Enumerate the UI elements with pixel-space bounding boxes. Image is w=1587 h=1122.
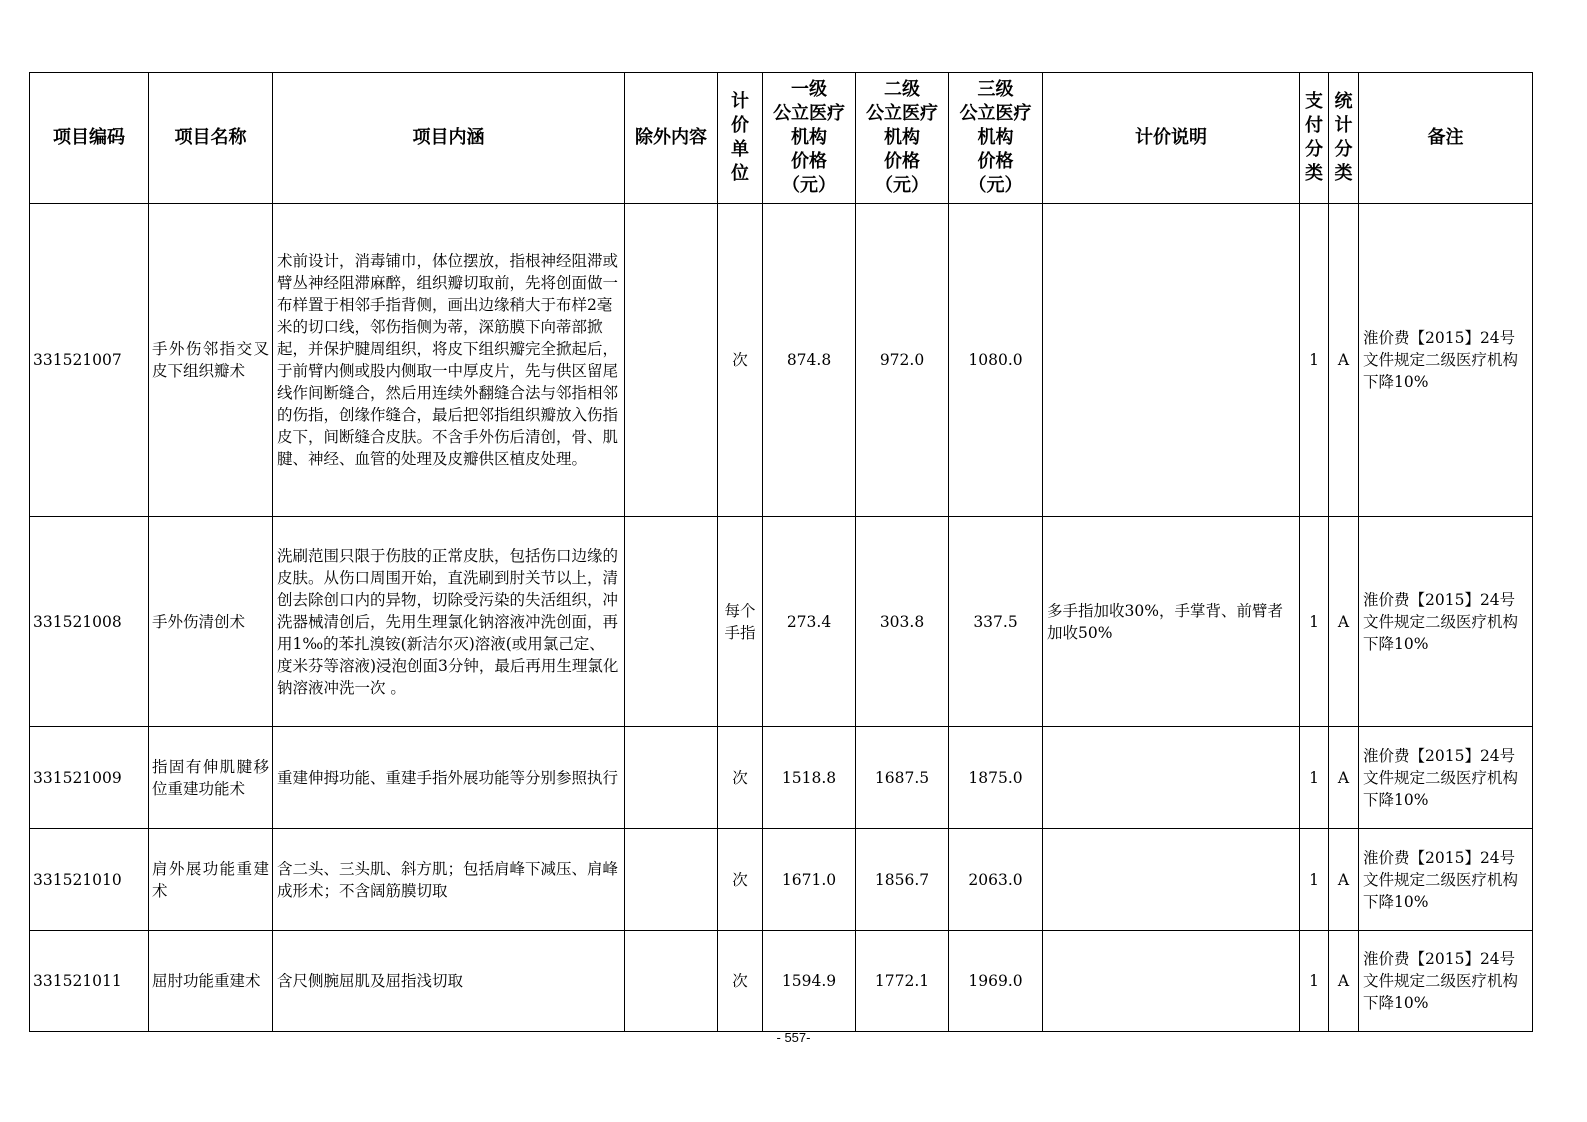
cell-price-level1: 1594.9	[763, 931, 856, 1032]
cell-code: 331521010	[30, 829, 149, 931]
header-row	[30, 73, 1533, 204]
cell-price-level3: 1875.0	[949, 727, 1043, 829]
cell-content: 含二头、三头肌、斜方肌；包括肩峰下减压、肩峰成形术；不含阔筋膜切取	[273, 829, 625, 931]
cell-price-level1: 1671.0	[763, 829, 856, 931]
cell-price-level1: 874.8	[763, 204, 856, 517]
cell-content: 洗刷范围只限于伤肢的正常皮肤，包括伤口边缘的皮肤。从伤口周围开始，直洗刷到肘关节以上，清创去除创口内的异物，切除受污染的失活组织，冲洗器械清创后，先用生理氯化钠溶液冲洗创面，再用1‰的苯扎溴铵(新洁尔灭)溶液(或用氯己定、度米芬等溶液)浸泡创面3分钟，最后再用生理氯化钠溶液冲洗一次 。	[273, 517, 625, 727]
page-number: - 557-	[776, 1030, 811, 1045]
cell-price-level2: 1687.5	[856, 727, 949, 829]
header-note: 备注	[1359, 73, 1533, 204]
header-content: 项目内涵	[273, 73, 625, 204]
table-row	[30, 517, 1533, 727]
cell-payment: 1	[1300, 727, 1329, 829]
cell-price-level1: 273.4	[763, 517, 856, 727]
cell-price-level2: 1772.1	[856, 931, 949, 1032]
table-row	[30, 204, 1533, 517]
cell-code: 331521011	[30, 931, 149, 1032]
cell-price-level3: 1969.0	[949, 931, 1043, 1032]
cell-statistic: A	[1329, 727, 1359, 829]
header-statistic: 统 计 分 类	[1329, 73, 1359, 204]
header-code: 项目编码	[30, 73, 149, 204]
header-level3-price: 三级 公立医疗 机构 价格 （元）	[949, 73, 1043, 204]
header-level2-price: 二级 公立医疗 机构 价格 （元）	[856, 73, 949, 204]
cell-description	[1043, 829, 1300, 931]
cell-exclusion	[625, 204, 718, 517]
cell-note: 淮价费【2015】24号文件规定二级医疗机构下降10%	[1359, 517, 1533, 727]
cell-price-level2: 303.8	[856, 517, 949, 727]
cell-unit: 次	[718, 204, 763, 517]
price-table	[29, 72, 1533, 1032]
cell-unit: 次	[718, 727, 763, 829]
cell-price-level2: 972.0	[856, 204, 949, 517]
cell-code: 331521009	[30, 727, 149, 829]
cell-payment: 1	[1300, 829, 1329, 931]
cell-price-level1: 1518.8	[763, 727, 856, 829]
cell-content: 术前设计，消毒铺巾，体位摆放，指根神经阻滞或臂丛神经阻滞麻醉，组织瓣切取前，先将创面做一布样置于相邻手指背侧，画出边缘稍大于布样2毫米的切口线，邻伤指侧为蒂，深筋膜下向蒂部掀起，并保护腱周组织，将皮下组织瓣完全掀起后，于前臂内侧或股内侧取一中厚皮片，先与供区留尾线作间断缝合，然后用连续外翻缝合法与邻指相邻的伤指，创缘作缝合，最后把邻指组织瓣放入伤指皮下，间断缝合皮肤。不含手外伤后清创，骨、肌腱、神经、血管的处理及皮瓣供区植皮处理。	[273, 204, 625, 517]
cell-unit: 次	[718, 829, 763, 931]
cell-statistic: A	[1329, 931, 1359, 1032]
cell-exclusion	[625, 829, 718, 931]
table-row	[30, 727, 1533, 829]
cell-statistic: A	[1329, 204, 1359, 517]
cell-content: 重建伸拇功能、重建手指外展功能等分别参照执行	[273, 727, 625, 829]
cell-price-level3: 2063.0	[949, 829, 1043, 931]
cell-payment: 1	[1300, 517, 1329, 727]
cell-exclusion	[625, 727, 718, 829]
cell-description	[1043, 931, 1300, 1032]
cell-statistic: A	[1329, 829, 1359, 931]
cell-content: 含尺侧腕屈肌及屈指浅切取	[273, 931, 625, 1032]
table-row	[30, 829, 1533, 931]
cell-code: 331521008	[30, 517, 149, 727]
cell-unit: 每个手指	[718, 517, 763, 727]
cell-description	[1043, 204, 1300, 517]
cell-code: 331521007	[30, 204, 149, 517]
cell-unit: 次	[718, 931, 763, 1032]
cell-exclusion	[625, 931, 718, 1032]
cell-name: 肩外展功能重建术	[149, 829, 273, 931]
cell-name: 屈肘功能重建术	[149, 931, 273, 1032]
cell-note: 淮价费【2015】24号文件规定二级医疗机构下降10%	[1359, 204, 1533, 517]
cell-name: 手外伤清创术	[149, 517, 273, 727]
cell-price-level3: 337.5	[949, 517, 1043, 727]
table-row	[30, 931, 1533, 1032]
cell-note: 淮价费【2015】24号文件规定二级医疗机构下降10%	[1359, 931, 1533, 1032]
cell-price-level2: 1856.7	[856, 829, 949, 931]
header-payment: 支 付 分 类	[1300, 73, 1329, 204]
cell-note: 淮价费【2015】24号文件规定二级医疗机构下降10%	[1359, 727, 1533, 829]
cell-payment: 1	[1300, 204, 1329, 517]
cell-note: 淮价费【2015】24号文件规定二级医疗机构下降10%	[1359, 829, 1533, 931]
cell-statistic: A	[1329, 517, 1359, 727]
header-description: 计价说明	[1043, 73, 1300, 204]
cell-name: 指固有伸肌腱移位重建功能术	[149, 727, 273, 829]
header-exclusion: 除外内容	[625, 73, 718, 204]
header-level1-price: 一级 公立医疗 机构 价格 （元）	[763, 73, 856, 204]
cell-name: 手外伤邻指交叉皮下组织瓣术	[149, 204, 273, 517]
cell-exclusion	[625, 517, 718, 727]
cell-description: 多手指加收30%，手掌背、前臂者加收50%	[1043, 517, 1300, 727]
cell-description	[1043, 727, 1300, 829]
header-unit: 计 价 单 位	[718, 73, 763, 204]
cell-price-level3: 1080.0	[949, 204, 1043, 517]
header-name: 项目名称	[149, 73, 273, 204]
cell-payment: 1	[1300, 931, 1329, 1032]
